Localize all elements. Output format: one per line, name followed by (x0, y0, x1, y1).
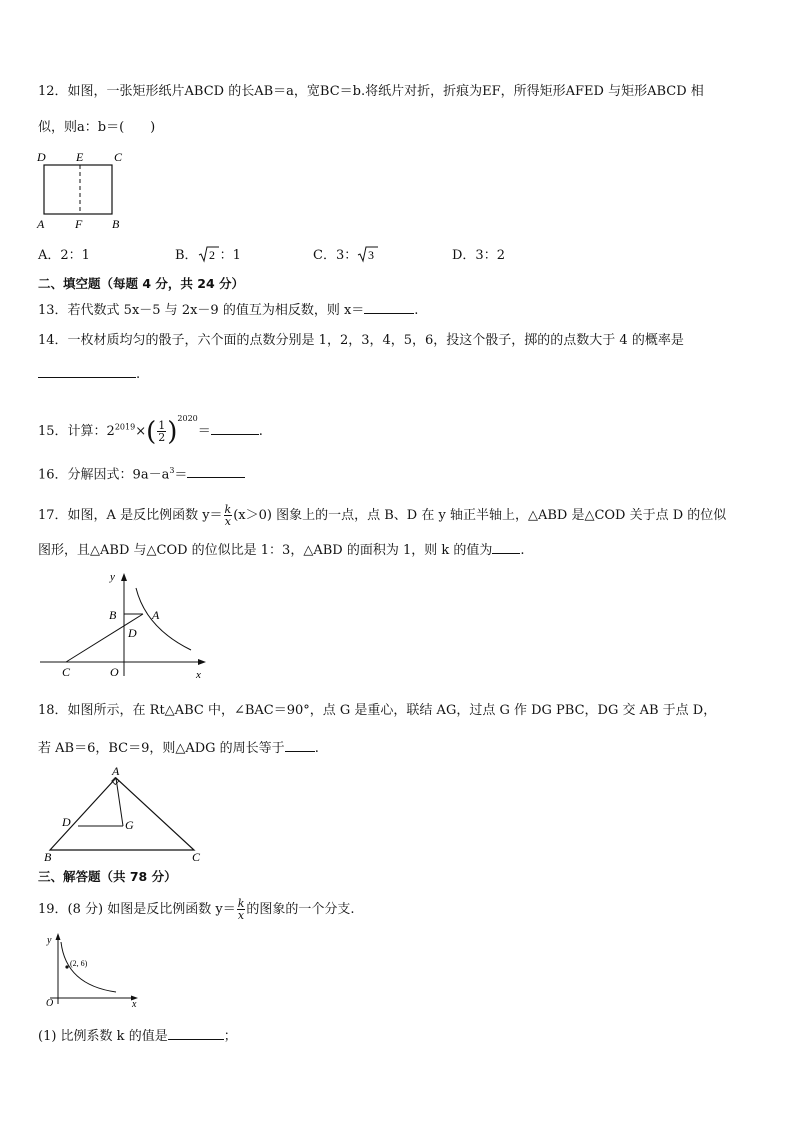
q18-label-g: G (125, 818, 134, 832)
q12-option-a[interactable]: A．2：1 (38, 248, 90, 263)
q18-label-b: B (44, 850, 52, 864)
q13-period: . (414, 303, 419, 318)
q12-label-d: D (37, 150, 46, 164)
q15-den: 2 (158, 431, 166, 444)
q17-graph-figure (36, 568, 216, 684)
q12-label-c: C (114, 150, 123, 164)
q16-answer-blank[interactable] (187, 464, 245, 478)
q13-answer-blank[interactable] (364, 300, 414, 314)
q19-num: k (237, 897, 245, 910)
q12-line2: 似，则a：b＝( ) (38, 120, 156, 135)
q15 (38, 410, 263, 447)
q12-option-b-prefix: B． (175, 248, 198, 263)
q19-den: x (237, 909, 245, 922)
q19-pre: 19．(8 分) 如图是反比例函数 y＝ (38, 902, 236, 917)
q13-text: 13．若代数式 5x－5 与 2x－9 的值互为相反数，则 x＝ (38, 303, 365, 318)
q18-triangle-abc (50, 778, 194, 850)
q19-fraction (237, 898, 246, 921)
q18-answer-blank[interactable] (285, 738, 315, 752)
svg-text:2: 2 (208, 248, 215, 262)
sqrt3-symbol (357, 245, 379, 263)
q12-label-f: F (75, 217, 83, 231)
q18-label-d: D (62, 815, 71, 829)
q15-fraction (157, 420, 166, 443)
q16-text: 16．分解因式：9a－a (38, 467, 170, 483)
q12-option-b[interactable] (175, 244, 241, 263)
q19-sub1-semicolon: ； (223, 1029, 237, 1044)
q14-line2 (38, 364, 140, 384)
q15-answer-blank[interactable] (211, 421, 259, 435)
q18-period: . (314, 741, 319, 756)
q19-label-y: y (47, 935, 52, 946)
q15-period: . (258, 424, 263, 439)
q17-line2-text: 图形，且△ABD 与△COD 的位似比是 1：3，△ABD 的面积为 1，则 k 的值为 (38, 543, 493, 558)
q18-line2-text: 若 AB＝6，BC＝9，则△ADG 的周长等于 (38, 741, 285, 756)
q15-right-paren: ) (167, 417, 178, 447)
q17-y-axis-arrow (121, 573, 127, 581)
q12-label-e: E (76, 150, 84, 164)
q19-graph-figure (34, 930, 144, 1008)
q17-period: . (520, 543, 525, 558)
q14-line1: 14．一枚材质均匀的骰子，六个面的点数分别是 1，2，3，4，5，6，投这个骰子，掷的的点数大于 4 的概率是 (38, 333, 684, 348)
q16-eq: ＝ (174, 467, 188, 483)
q18-line2 (38, 738, 319, 758)
q12-option-c-prefix: C．3： (313, 248, 358, 263)
q12-rectangle-figure (34, 148, 134, 232)
q17-part1: 17．如图，A 是反比例函数 y＝ (38, 508, 223, 523)
q18-label-a: A (112, 764, 120, 778)
q15-times: × (135, 424, 147, 439)
q19-label-o: O (46, 998, 54, 1008)
q17-answer-blank[interactable] (492, 540, 520, 554)
q14-answer-blank[interactable] (38, 364, 136, 378)
q19-sub1-answer-blank[interactable] (168, 1026, 224, 1040)
q18-segment-ag (116, 778, 123, 826)
section3-heading: 三、解答题（共 78 分） (38, 869, 177, 884)
q12-label-a: A (37, 217, 45, 231)
q17-label-c: C (62, 665, 71, 679)
q12-line1: 12．如图，一张矩形纸片ABCD 的长AB＝a，宽BC＝b.将纸片对折，折痕为EF，所得矩形AFED 与矩形ABCD 相 (38, 84, 704, 99)
q17-x-axis-arrow (198, 659, 206, 665)
sqrt2-symbol (198, 245, 220, 263)
q15-base: 2 (106, 424, 115, 439)
q17-label-b: B (109, 608, 117, 622)
q19-sub1-text: (1) 比例系数 k 的值是 (38, 1029, 168, 1044)
q17-label-x: x (196, 669, 201, 681)
q16-exp: 3 (169, 466, 175, 475)
q17-label-d: D (128, 626, 137, 640)
q12-label-b: B (112, 217, 120, 231)
q17-den: x (224, 515, 231, 528)
q18-line1: 18．如图所示，在 Rt△ABC 中，∠BAC＝90°，点 G 是重心，联结 AG，过点 G 作 DG PBC，DG 交 AB 于点 D， (38, 703, 717, 718)
q15-num: 1 (158, 419, 166, 432)
section2-heading: 二、填空题（每题 4 分，共 24 分） (38, 276, 245, 291)
q17-label-a: A (152, 608, 160, 622)
q19-post: 的图象的一个分支. (246, 902, 355, 917)
q15-exp1: 2019 (114, 422, 136, 432)
q12-option-d[interactable]: D．3：2 (452, 248, 505, 263)
q14-period: . (136, 367, 141, 382)
q17-line2 (38, 540, 525, 560)
q17-part2: (x＞0) 图象上的一点，点 B、D 在 y 轴正半轴上，△ABD 是△COD 关于点 D 的位似 (233, 508, 727, 523)
q12-rect-outline (44, 165, 112, 214)
q15-left-paren: ( (146, 417, 157, 447)
q12-option-b-suffix: ：1 (219, 248, 241, 263)
q19-line1 (38, 898, 355, 921)
q17-label-y: y (110, 571, 115, 583)
q19-label-point: (2, 6) (70, 959, 88, 968)
q13 (38, 300, 418, 320)
q15-eq: ＝ (197, 424, 211, 439)
q17-num: k (224, 503, 232, 516)
q16 (38, 462, 245, 484)
q17-label-o: O (110, 665, 119, 679)
q19-y-axis-arrow (56, 933, 61, 940)
q18-triangle-figure (36, 764, 216, 864)
svg-text:3: 3 (368, 248, 375, 262)
q19-sub1 (38, 1026, 237, 1046)
q12-option-c[interactable] (313, 244, 379, 263)
q15-exp2: 2020 (177, 414, 198, 423)
q18-label-c: C (192, 850, 201, 864)
q17-fraction (224, 504, 233, 527)
q19-point-marker (65, 965, 68, 968)
q17-line1 (38, 504, 726, 527)
q19-label-x: x (132, 999, 137, 1008)
q17-hyperbola-curve (136, 588, 191, 650)
q15-label: 15．计算： (38, 424, 107, 439)
